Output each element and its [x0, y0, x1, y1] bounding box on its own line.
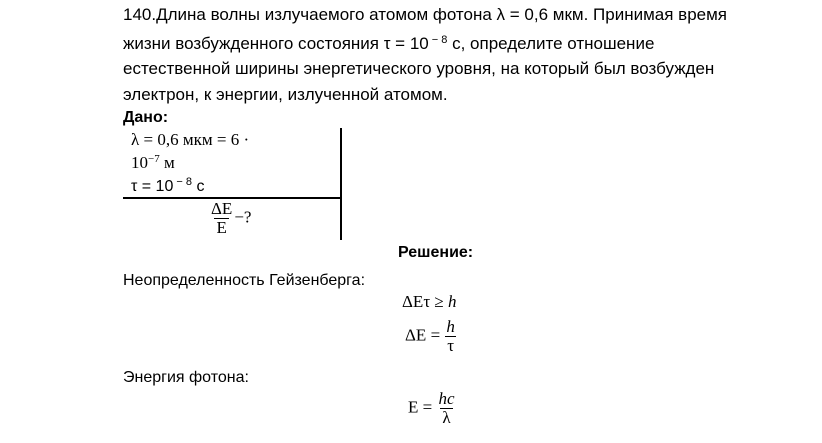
find-denominator: E [216, 218, 227, 237]
given-title: Дано: [123, 109, 169, 126]
problem-line-2-end: с, определите отношение [447, 33, 655, 53]
problem-statement [123, 2, 813, 107]
find-fraction [209, 200, 234, 237]
heisenberg-inequality [402, 292, 456, 312]
problem-line-2 [123, 28, 813, 57]
solution-title: Решение: [398, 244, 474, 261]
lambda-unit: м [159, 153, 175, 172]
problem-line-2-start: жизни возбужденного состояния τ = 10 [123, 33, 429, 53]
energy-width-formula [405, 318, 457, 355]
energy-width-denominator: τ [447, 336, 455, 355]
heisenberg-label: Неопределенность Гейзенберга: [123, 272, 366, 289]
find-numerator: ΔE [211, 199, 233, 218]
photon-energy-numerator: hc [438, 389, 455, 408]
tau-base: τ = 10 [131, 178, 174, 195]
planck-constant-symbol: h [447, 292, 457, 311]
lambda-power-base: 10 [131, 153, 148, 172]
photon-energy-fraction [436, 390, 456, 427]
lambda-power-exponent: −7 [148, 153, 160, 165]
given-vertical-divider [340, 128, 342, 240]
tau-unit: с [192, 178, 205, 195]
find-quantity [209, 200, 251, 237]
photon-energy-denominator: λ [442, 408, 451, 427]
inequality-left: ΔEτ ≥ [402, 292, 448, 311]
problem-line-4: электрон, к энергии, излученной атомом. [123, 84, 448, 104]
problem-line-1: 140.Длина волны излучаемого атомом фотона λ = 0,6 мкм. Принимая время [123, 5, 727, 24]
energy-width-left: ΔE = [405, 325, 445, 345]
energy-width-numerator: h [446, 317, 455, 336]
given-lambda: λ = 0,6 мкм = 6 · [131, 130, 250, 149]
photon-energy-formula [408, 390, 457, 427]
energy-width-fraction [444, 318, 457, 355]
given-tau [131, 176, 204, 196]
problem-tau-exponent: − 8 [428, 33, 448, 46]
find-question: −? [234, 207, 252, 227]
photon-energy-left: E = [408, 397, 437, 417]
given-lambda-continuation [131, 153, 175, 173]
given-horizontal-divider [123, 197, 342, 199]
tau-exponent: − 8 [173, 176, 193, 188]
problem-line-3: естественной ширины энергетического уровня, на который был возбужден [123, 59, 715, 78]
photon-energy-label: Энергия фотона: [123, 369, 249, 386]
